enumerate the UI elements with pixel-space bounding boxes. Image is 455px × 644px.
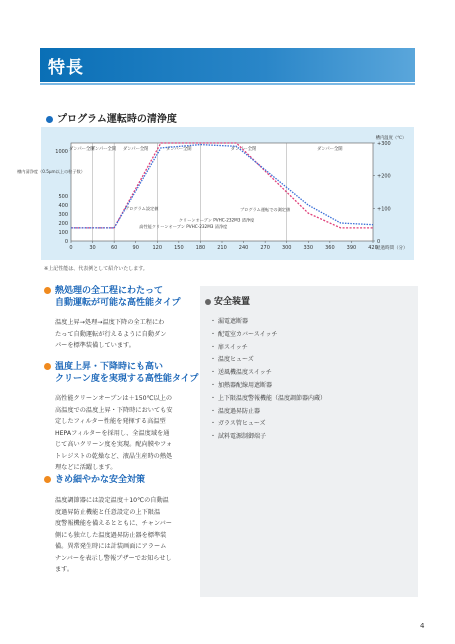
list-item bbox=[210, 406, 418, 419]
list-item bbox=[210, 342, 418, 355]
body-line: じて高いクリーン度を実現。配向膜やフォ bbox=[55, 441, 173, 448]
chart-annotation: プログラム運転での測定値 bbox=[239, 206, 291, 212]
y-left-tick-label: 100 bbox=[58, 230, 68, 236]
list-item-text: 上下限温度警報機能（温度調節器内蔵） bbox=[218, 394, 327, 402]
body-line: パーを標準装備しています。 bbox=[55, 342, 135, 349]
safety-list bbox=[210, 316, 418, 444]
x-tick-label: 180 bbox=[195, 245, 206, 251]
x-axis-label: 経過時間（分） bbox=[376, 246, 408, 251]
feature-heading bbox=[44, 285, 208, 309]
x-tick-label: 30 bbox=[89, 245, 96, 251]
list-item-text: ガラス管ヒューズ bbox=[218, 420, 266, 428]
bullet-mark: ・ bbox=[210, 369, 217, 377]
header-underline bbox=[40, 83, 415, 85]
body-line: 度警報機能を備えるとともに、チャンバー bbox=[55, 520, 172, 527]
list-item-text: 加熱器配線用遮断器 bbox=[218, 381, 273, 389]
chart-section-title-text: プログラム運転時の清浄度 bbox=[57, 114, 177, 125]
list-item bbox=[210, 367, 418, 380]
feature-body bbox=[55, 495, 208, 576]
y-right-axis-label: 槽内温度（℃） bbox=[375, 136, 407, 141]
list-item-text: 試料電源制御端子 bbox=[218, 433, 267, 441]
feature-title-line2: クリーン度を実現する高性能タイプ bbox=[55, 374, 199, 384]
chart-annotation: 高性能クリーンオーブン PVHC-232M3 清浄度 bbox=[139, 223, 228, 229]
feature-title-line1: きめ細やかな安全対策 bbox=[55, 475, 146, 485]
y-left-tick-label: 200 bbox=[58, 221, 68, 227]
x-tick-label: 390 bbox=[346, 245, 357, 251]
body-line: トレジストの乾燥など、液晶生産時の熱処 bbox=[55, 452, 173, 460]
list-item-text: 配電室カバースイッチ bbox=[218, 330, 278, 338]
list-item bbox=[210, 431, 418, 444]
page-number: 4 bbox=[420, 622, 425, 630]
x-tick-label: 150 bbox=[174, 245, 184, 251]
bullet-mark: ・ bbox=[210, 343, 217, 351]
y-right-tick-label: +200 bbox=[377, 173, 391, 180]
chart-annotation: プログラム設定値 bbox=[124, 205, 159, 211]
safety-title: 安全装置 bbox=[214, 297, 251, 307]
body-line: 温度上昇→処理→温度下降の全工程にわ bbox=[55, 319, 165, 326]
x-tick-label: 120 bbox=[152, 245, 163, 251]
chart-note: ※上記性能は、代表例として紹介いたします。 bbox=[44, 266, 148, 272]
bullet-mark: ・ bbox=[210, 318, 217, 325]
body-line: ナンバーを表示し警報ブザーでお知らせし bbox=[55, 554, 172, 562]
feature-body bbox=[55, 393, 208, 474]
y-right-tick-label: 0 bbox=[377, 239, 381, 245]
body-line: 備。異常発生時には計装画面にアラーム bbox=[55, 543, 167, 550]
gray-dot-icon bbox=[205, 299, 211, 305]
x-tick-label: 360 bbox=[325, 245, 335, 251]
feature-high-cleanliness bbox=[44, 361, 208, 474]
x-tick-label: 300 bbox=[281, 245, 292, 251]
cleanliness-chart bbox=[17, 127, 414, 260]
bullet-mark: ・ bbox=[210, 407, 217, 415]
list-item bbox=[210, 393, 418, 406]
bullet-mark: ・ bbox=[210, 394, 217, 402]
list-item-text: 送風機温度スイッチ bbox=[218, 369, 272, 377]
y-left-tick-label: 400 bbox=[58, 203, 68, 209]
body-line: 側にも独立した温度過昇防止器を標準装 bbox=[55, 531, 167, 539]
x-tick-label: 60 bbox=[110, 245, 118, 251]
list-item bbox=[210, 354, 418, 367]
chart-section-title bbox=[46, 110, 177, 125]
orange-dot-icon bbox=[44, 476, 51, 483]
x-tick-label: 210 bbox=[217, 245, 227, 251]
safety-heading bbox=[205, 294, 418, 307]
x-tick-label: 240 bbox=[238, 245, 249, 251]
y-left-tick-label: 500 bbox=[58, 194, 68, 200]
chart-panel bbox=[17, 127, 414, 260]
phase-label: ダンパー全開 bbox=[90, 147, 117, 152]
orange-dot-icon bbox=[44, 287, 51, 294]
phase-label: ダンパー全閉 bbox=[230, 147, 257, 152]
page-title: 特長 bbox=[48, 58, 84, 78]
body-line: 高温度での温度上昇・下降時においても安 bbox=[55, 406, 173, 414]
x-tick-label: 420 bbox=[368, 245, 378, 251]
feature-body bbox=[55, 317, 208, 352]
bullet-mark: ・ bbox=[210, 356, 217, 364]
x-tick-label: 0 bbox=[69, 245, 73, 251]
y-left-tick-label: 0 bbox=[64, 239, 68, 245]
y-left-tick-label: 300 bbox=[58, 212, 68, 218]
y-right-tick-label: +300 bbox=[377, 141, 391, 147]
bullet-mark: ・ bbox=[210, 330, 217, 338]
feature-title-line1: 熱処理の全工程にわたって bbox=[55, 286, 164, 296]
safety-devices-box bbox=[200, 286, 418, 597]
x-tick-label: 270 bbox=[260, 245, 270, 251]
feature-title-line1: 温度上昇・下降時にも高い bbox=[55, 362, 164, 372]
y-right-tick-label: +100 bbox=[377, 206, 391, 213]
list-item bbox=[210, 316, 418, 329]
phase-label: ダンパー全開 bbox=[317, 147, 343, 152]
orange-dot-icon bbox=[44, 363, 51, 370]
feature-heading bbox=[44, 361, 208, 385]
bullet-mark: ・ bbox=[210, 433, 217, 441]
page-header bbox=[40, 48, 415, 82]
list-item bbox=[210, 418, 418, 431]
list-item-text: 温度ヒューズ bbox=[218, 356, 254, 364]
feature-safety-measures bbox=[44, 474, 208, 576]
feature-heading bbox=[44, 474, 208, 486]
body-line: たって自動運転が行えるように自動ダン bbox=[55, 330, 167, 338]
body-line: 高性能クリーンオーブンは＋150℃以上の bbox=[55, 395, 173, 402]
body-line: ます。 bbox=[55, 566, 74, 573]
feature-auto-operation bbox=[44, 285, 208, 352]
chart-annotation: クリーンオーブン PVHC-232M3 清浄度 bbox=[178, 217, 255, 223]
feature-title-line2: 自動運転が可能な高性能タイプ bbox=[55, 298, 181, 308]
body-line: 定したフィルター性能を発揮する高温型 bbox=[55, 418, 166, 425]
phase-label: ダンパー全開 bbox=[166, 147, 192, 152]
bullet-mark: ・ bbox=[210, 420, 217, 428]
y-left-tick-label: 1000 bbox=[55, 149, 68, 155]
list-item-text: 扉スイッチ bbox=[218, 343, 248, 351]
x-tick-label: 330 bbox=[303, 245, 314, 251]
body-line: 理などに活躍します。 bbox=[55, 464, 117, 471]
list-item-text: 漏電遮断器 bbox=[218, 318, 249, 325]
body-line: 温度調節器には設定温度＋10℃の自動温 bbox=[55, 497, 169, 504]
list-item bbox=[210, 380, 418, 393]
list-item bbox=[210, 329, 418, 342]
list-item-text: 温度過昇防止器 bbox=[218, 407, 261, 415]
bullet-dot-icon bbox=[46, 116, 53, 123]
body-line: HEPAフィルターを採用し、全温度域を通 bbox=[55, 429, 170, 437]
phase-label: ダンパー全閉 bbox=[69, 147, 95, 152]
y-left-axis-label: 槽内清浄度（0.5μm以上の粒子数） bbox=[17, 169, 85, 174]
body-line: 度過昇防止機能と任意設定の上下限温 bbox=[55, 508, 161, 516]
bullet-mark: ・ bbox=[210, 381, 217, 389]
x-tick-label: 90 bbox=[132, 245, 139, 251]
phase-label: ダンパー全閉 bbox=[122, 147, 149, 152]
